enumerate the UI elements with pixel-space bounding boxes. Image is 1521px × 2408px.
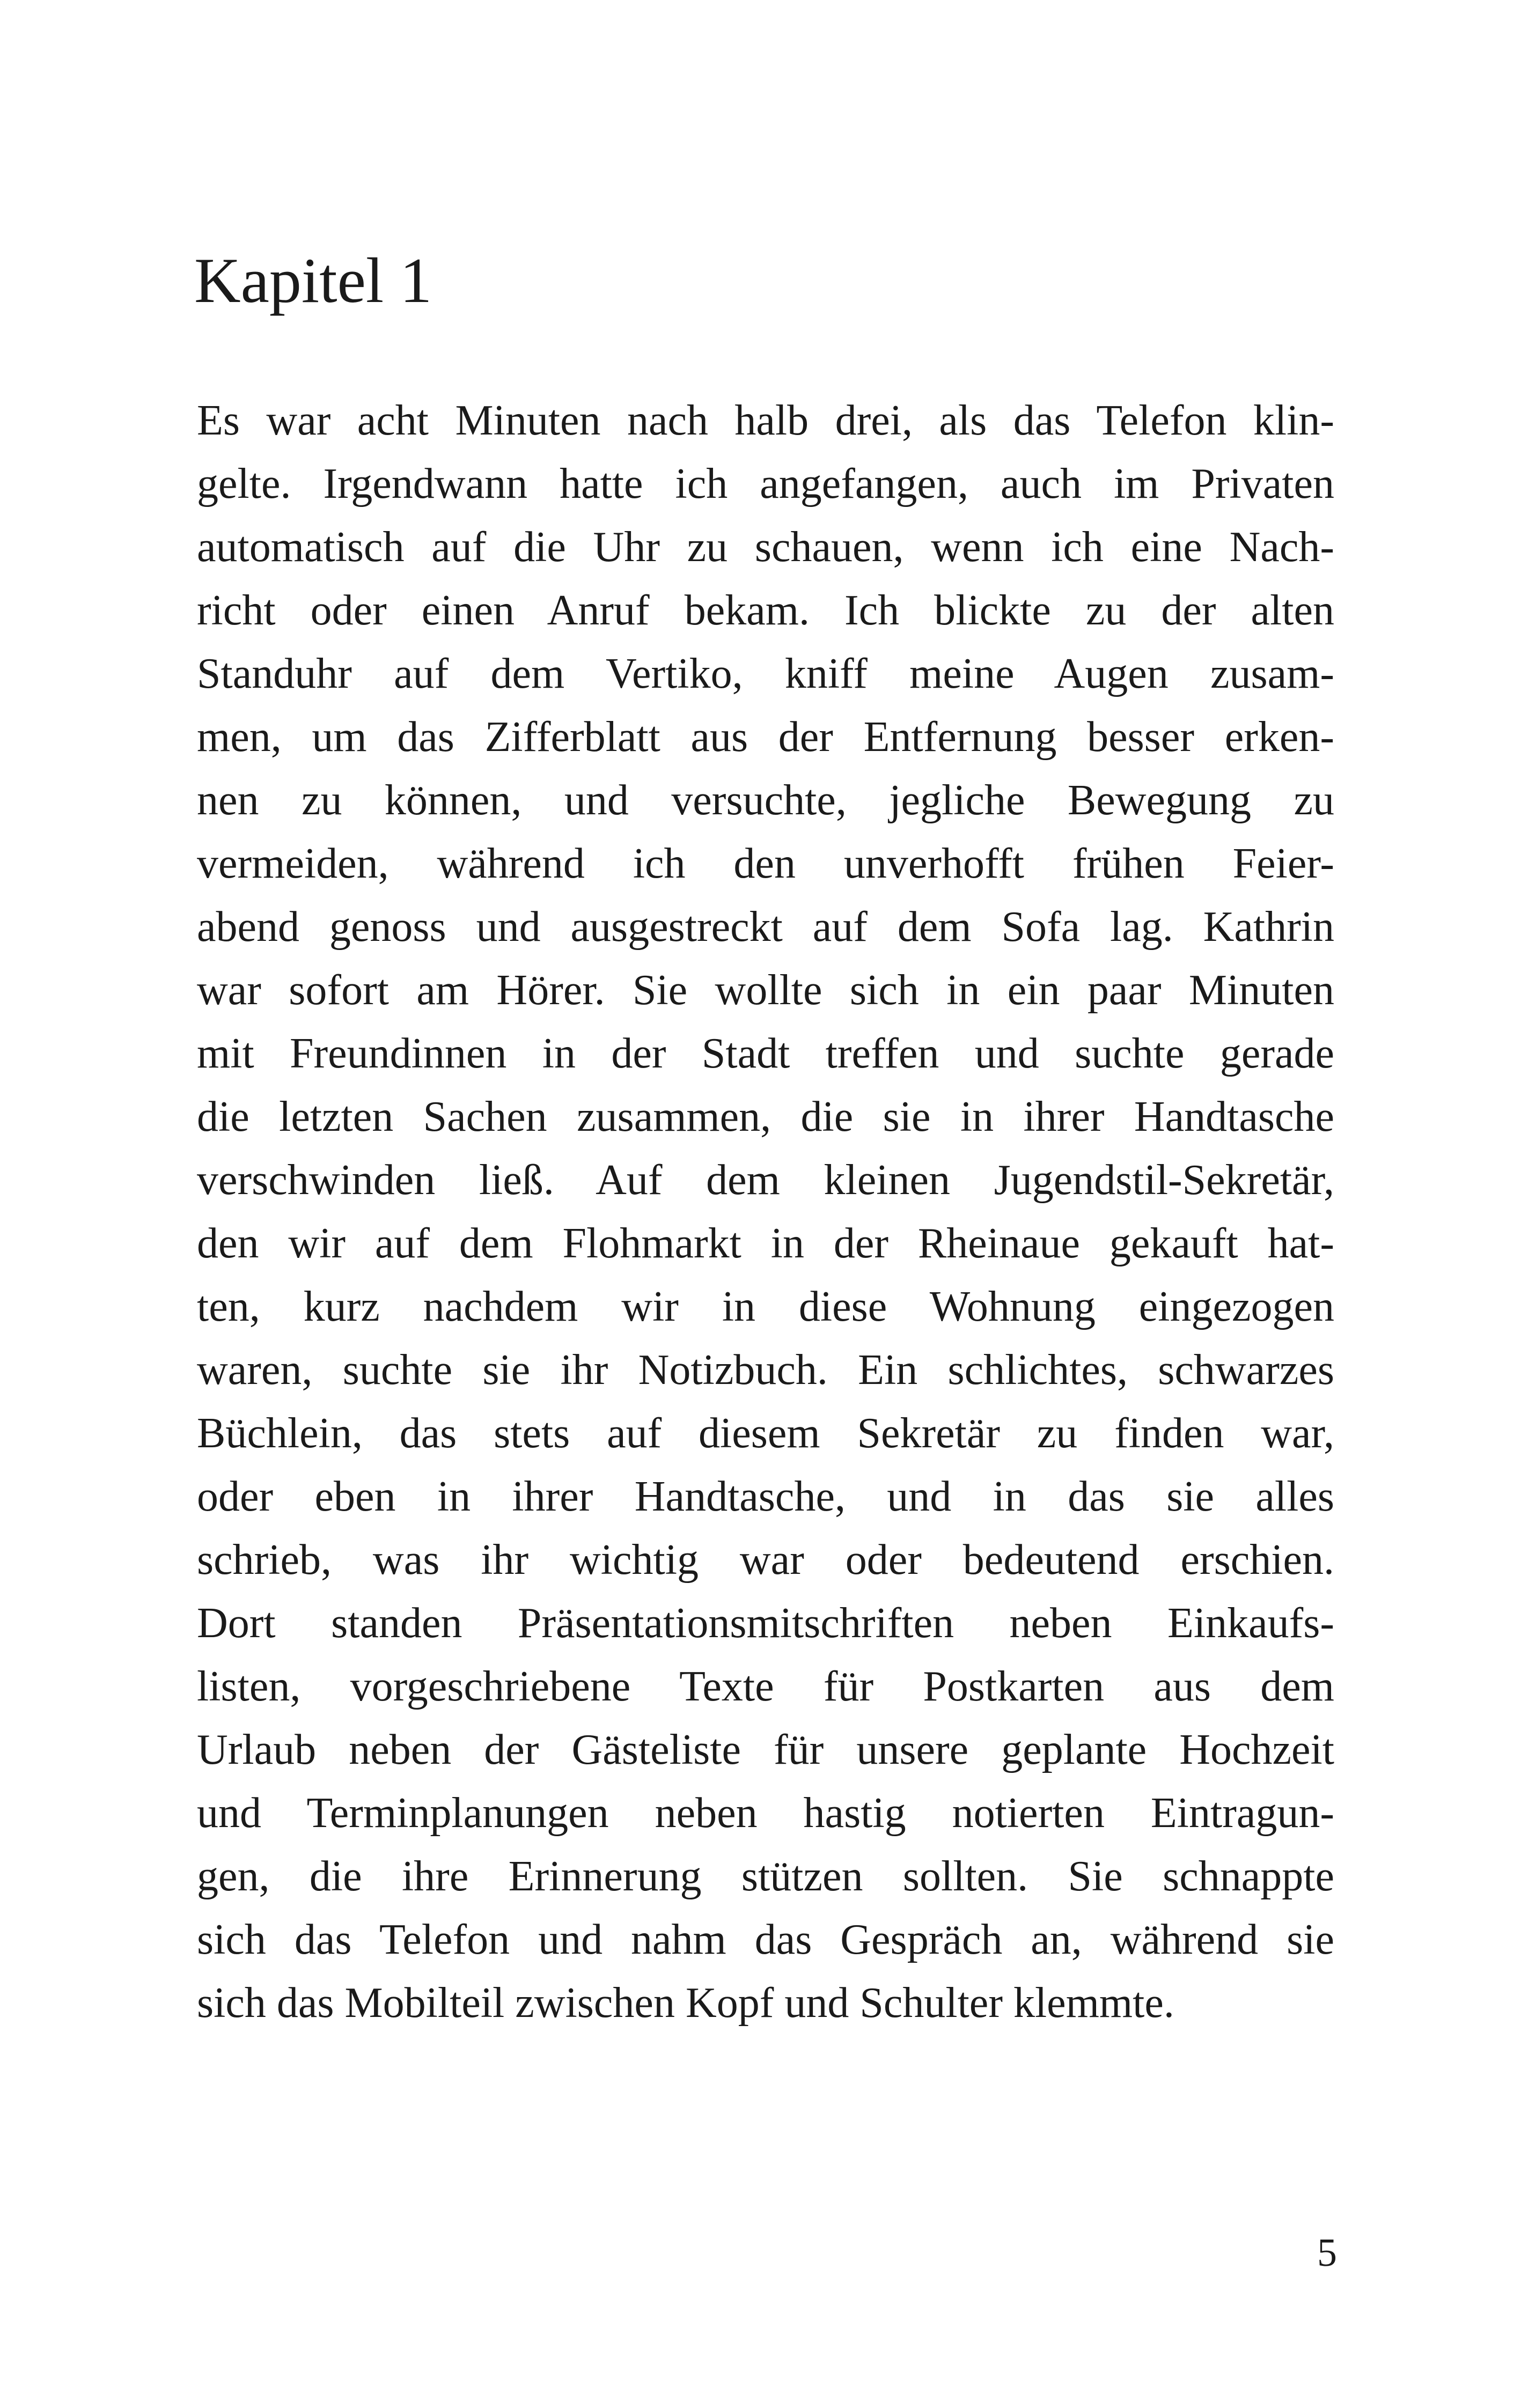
text-line: listen, vorgeschriebene Texte für Postkarten aus dem: [197, 1663, 1334, 1710]
text-line: Standuhr auf dem Vertiko, kniff meine Augen zusam-: [197, 650, 1334, 697]
text-line: vermeiden, während ich den unverhofft frühen Feier-: [197, 840, 1334, 887]
text-line-last: sich das Mobilteil zwischen Kopf und Schulter klemmte.: [197, 1979, 1174, 2027]
text-line: die letzten Sachen zusammen, die sie in ihrer Handtasche: [197, 1093, 1334, 1140]
text-line: Büchlein, das stets auf diesem Sekretär zu finden war,: [197, 1410, 1334, 1457]
text-line: waren, suchte sie ihr Notizbuch. Ein schlichtes, schwarzes: [197, 1346, 1334, 1394]
text-line: den wir auf dem Flohmarkt in der Rheinaue gekauft hat-: [197, 1220, 1334, 1267]
chapter-body-text: [197, 389, 1334, 2035]
text-line: abend genoss und ausgestreckt auf dem Sofa lag. Kathrin: [197, 903, 1334, 951]
chapter-title: Kapitel 1: [194, 245, 432, 316]
text-line: war sofort am Hörer. Sie wollte sich in ein paar Minuten: [197, 967, 1334, 1014]
text-line: automatisch auf die Uhr zu schauen, wenn ich eine Nach-: [197, 524, 1334, 571]
text-line: oder eben in ihrer Handtasche, und in das sie alles: [197, 1473, 1334, 1520]
text-line: sich das Telefon und nahm das Gespräch an, während sie: [197, 1916, 1334, 1963]
text-line: Es war acht Minuten nach halb drei, als das Telefon klin-: [197, 397, 1334, 444]
text-line: richt oder einen Anruf bekam. Ich blickte zu der alten: [197, 587, 1334, 634]
text-line: gelte. Irgendwann hatte ich angefangen, auch im Privaten: [197, 460, 1334, 507]
text-line: nen zu können, und versuchte, jegliche Bewegung zu: [197, 777, 1334, 824]
text-line: und Terminplanungen neben hastig notierten Eintragun-: [197, 1790, 1334, 1837]
text-line: ten, kurz nachdem wir in diese Wohnung eingezogen: [197, 1283, 1334, 1330]
text-line: Dort standen Präsentationsmitschriften neben Einkaufs-: [197, 1600, 1334, 1647]
text-line: mit Freundinnen in der Stadt treffen und suchte gerade: [197, 1030, 1334, 1077]
text-line: verschwinden ließ. Auf dem kleinen Jugendstil-Sekretär,: [197, 1157, 1334, 1204]
text-line: gen, die ihre Erinnerung stützen sollten. Sie schnappte: [197, 1853, 1334, 1900]
text-line: schrieb, was ihr wichtig war oder bedeutend erschien.: [197, 1536, 1334, 1584]
text-line: men, um das Zifferblatt aus der Entfernung besser erken-: [197, 713, 1334, 761]
text-line: Urlaub neben der Gästeliste für unsere geplante Hochzeit: [197, 1726, 1334, 1773]
page-number: 5: [1317, 2231, 1337, 2275]
